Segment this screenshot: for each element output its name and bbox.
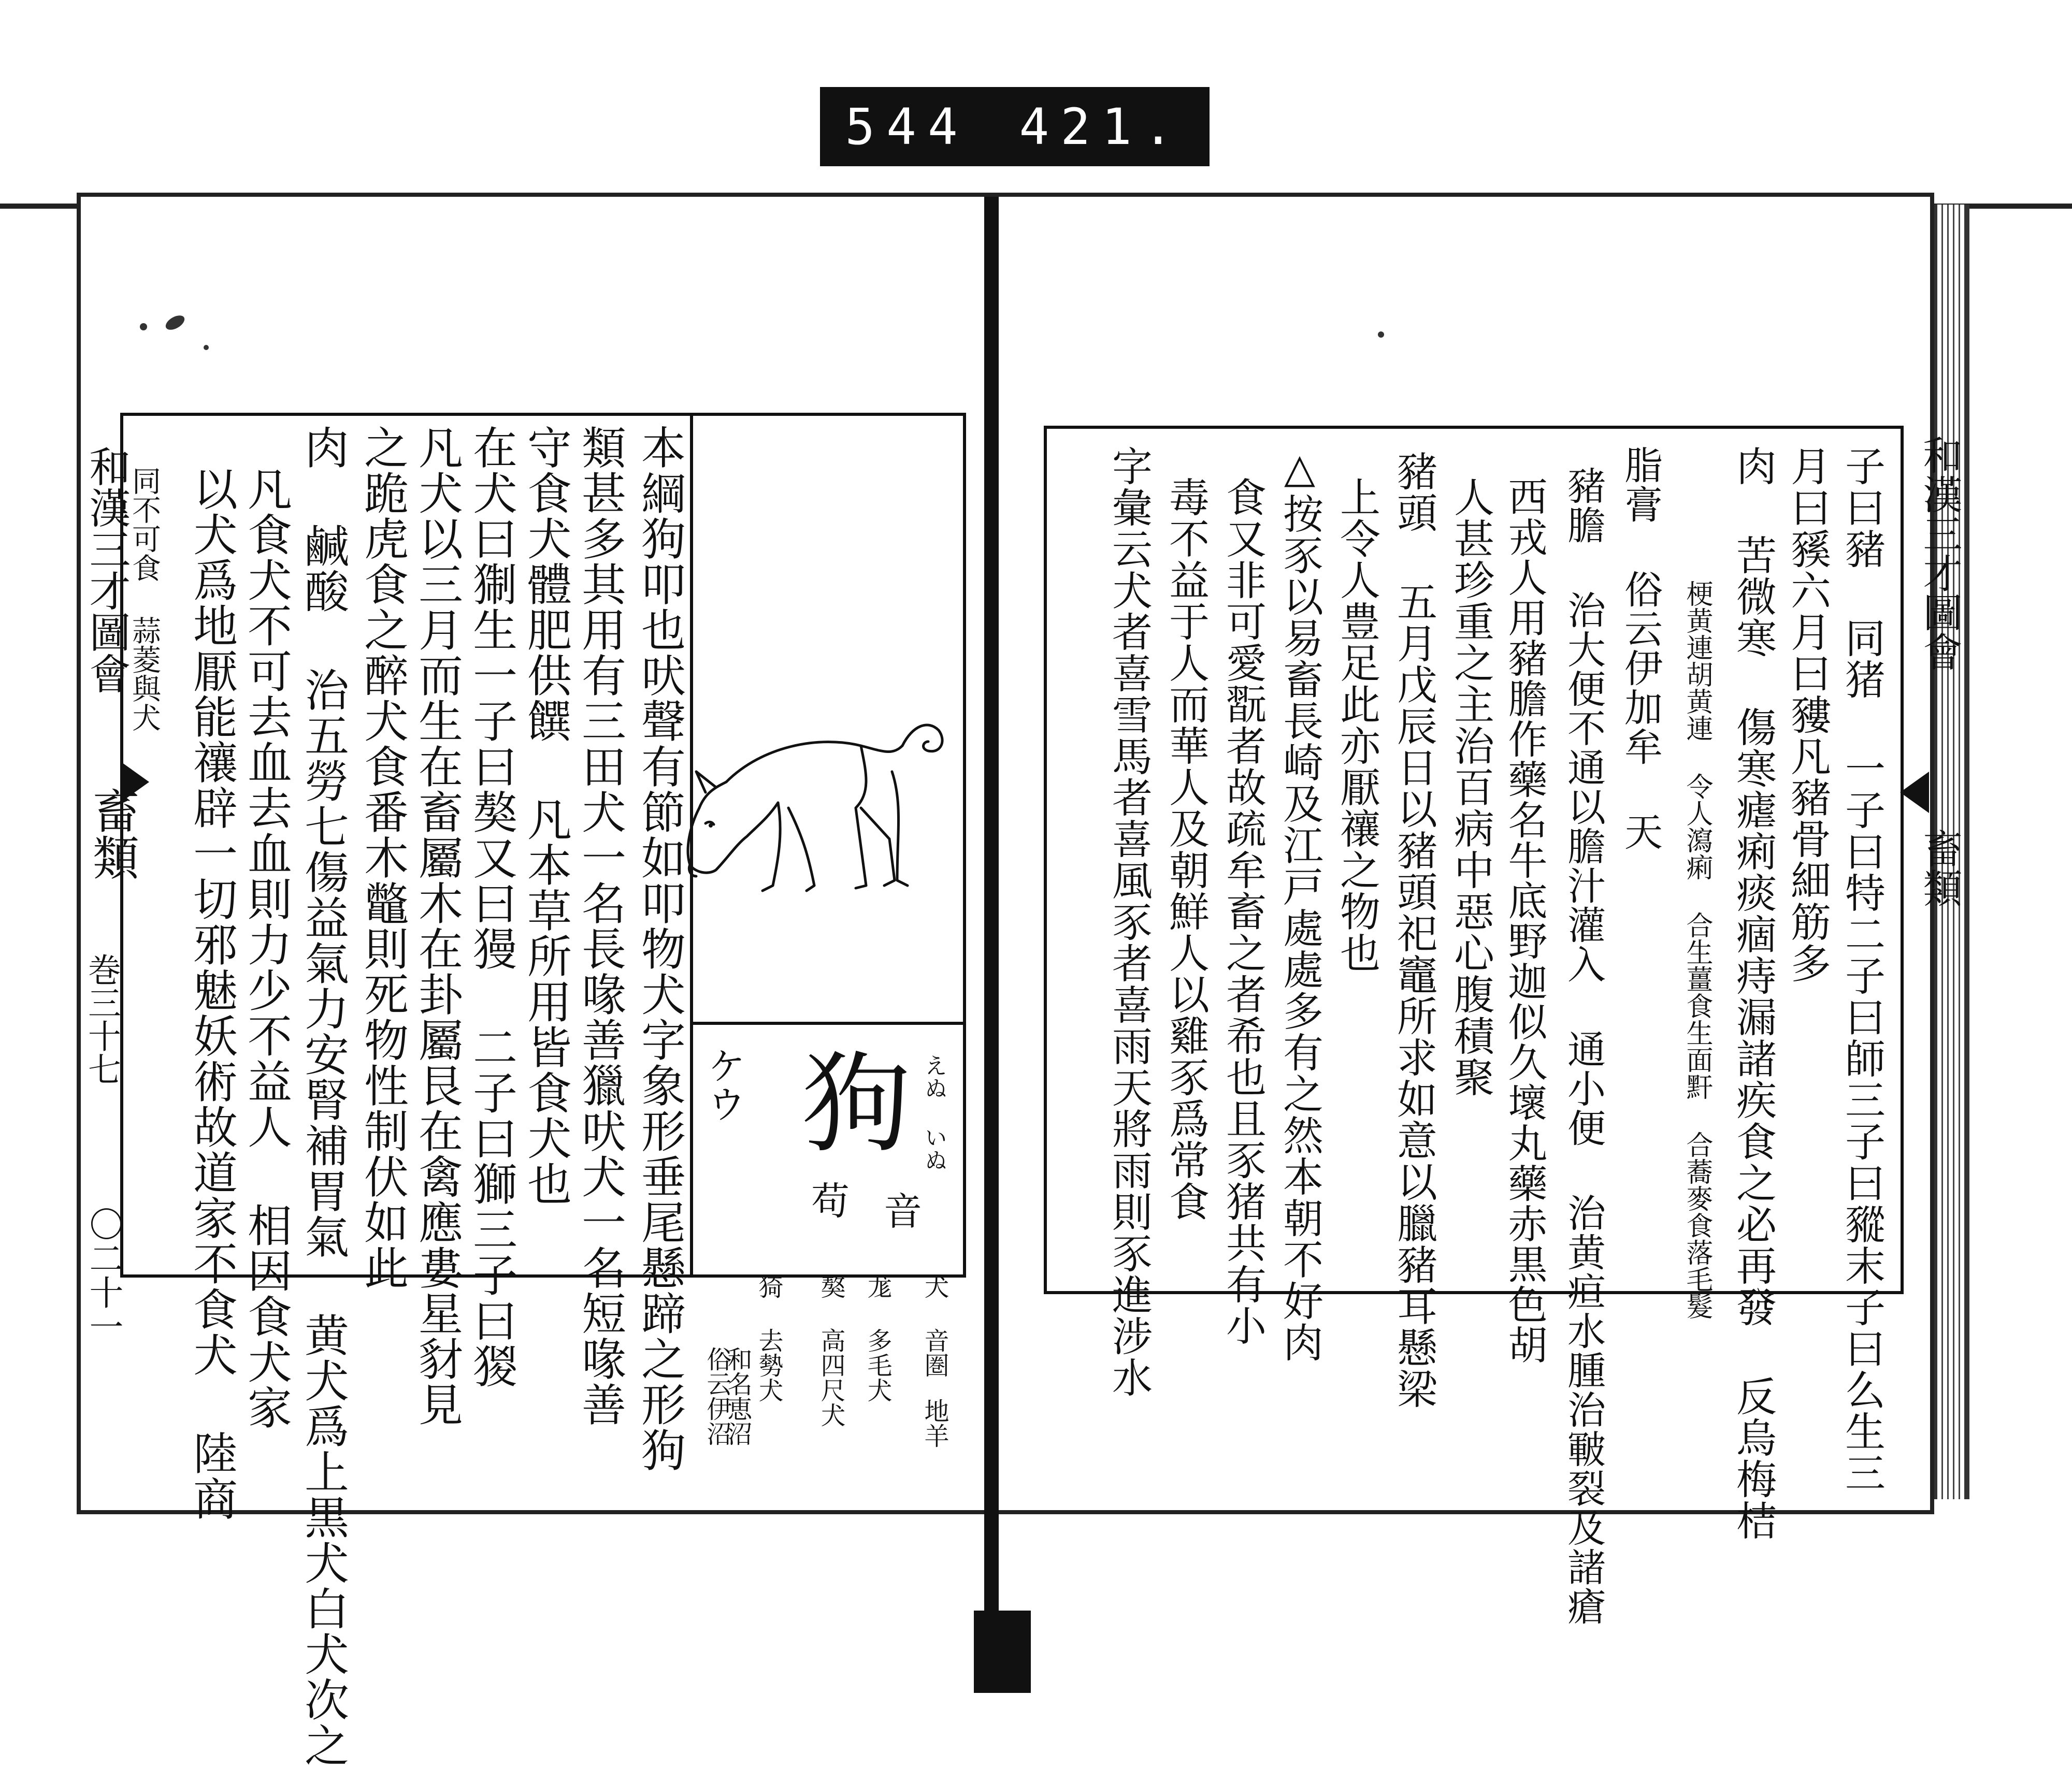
kana-reading: ケウ [701,1046,746,1123]
text-column: 食又非可愛翫者故疏牟畜之者希也且豕猪共有小 [1219,476,1266,1346]
dog-eye [709,823,713,828]
synonym-item: 地羊 [920,1398,949,1448]
text-column: 在犬曰猘生一子曰獒又曰獌 二子曰獅三子曰猣 [465,425,517,1389]
text-column: 毒不益于人而華人及朝鮮人以雞豕爲常食 [1162,476,1209,1222]
synonym-item: 和名恵沼 [723,1346,752,1446]
catalog-number-left: 544 [845,97,969,156]
right-fish-tail-mark [1900,772,1929,813]
text-column: 子曰豬 同猪 一子曰特二子曰師三子曰豵末子曰么生三 [1838,445,1885,1494]
text-column: 類甚多其用有三田犬一名長喙善獵吠犬一名短喙善 [574,425,626,1427]
text-column: 以犬爲地厭能禳辟一切邪魅妖術故道家不食犬 陸商 [185,466,237,1521]
text-column: 凡食犬不可去血去血則力少不益人 相因食犬家 [240,466,292,1430]
text-column: 上令人豊足此亦厭禳之物也 [1333,476,1380,974]
text-column: 本綱狗叩也吠聲有節如叩物犬字象形垂尾懸蹄之形狗 [634,425,685,1473]
text-column: 西戎人用豬膽作藥名牛底野迦似久壞丸藥赤黒色胡 [1502,476,1548,1365]
text-column: 之跪虎食之醉犬食番木鼈則死物性制伏如此 [356,425,408,1291]
left-leaf-number: 〇二十一 [83,1207,123,1343]
text-column: △按豕以易畜長崎及江戸處處多有之然本朝不好肉 [1276,445,1323,1363]
text-column: 人甚珍重之主治百病中惡心腹積聚 [1447,476,1494,1098]
catalog-label [820,87,1210,166]
right-marginal-section: 畜類 [1917,829,1963,907]
left-marginal-volume: 巻三十七 [82,953,121,1085]
headword: 狗 [784,1046,911,1155]
text-column: 豬膽 治大便不通以膽汁灌入 通小便 治黄疸水腫治皸裂及諸瘡 [1561,466,1606,1626]
text-column: 肉 苦微寒 傷寒瘧痢痰痼痔漏諸疾食之必再發 反烏梅桔 [1730,445,1776,1541]
text-column: 豬頭 五月戊辰日以豬頭祀竈所求如意以臘豬耳懸梁 [1390,451,1437,1410]
text-column: 守食犬體肥供饌 凡本草所用皆食犬也 [520,425,571,1207]
center-gutter [984,197,999,1693]
ink-speck [1378,331,1384,338]
pronunciation-header: 音 [877,1191,922,1229]
synonym-item: 猗 去勢犬 [754,1274,783,1402]
left-marginal-section: 畜類 [84,787,139,880]
text-column: 凡犬以三月而生在畜屬木在卦屬艮在禽應婁星豺見 [411,425,463,1427]
illustration-divider [690,1022,966,1025]
text-column: 月曰豯六月曰䝏凡豬骨細筋多 [1784,445,1831,984]
synonym-item: 尨 多毛犬 [863,1274,892,1402]
text-column: 同不可食 蒜菱與犬 [127,466,161,732]
text-column: 字彙云犬者喜雪馬者喜風豕者喜雨天將雨則豕進涉水 [1105,445,1152,1398]
headword-ruby: えぬ いぬ [920,1054,947,1171]
ink-speck [140,323,147,330]
synonym-item: 犬 音圏 [920,1274,949,1378]
gutter-clamp [974,1611,1031,1693]
text-column: 肉 鹹酸 治五勞七傷益氣力安腎補胃氣 黄犬爲上黒犬白犬次之 [297,425,349,1768]
text-column: 梗黄連胡黄連 令人瀉痢 合生薑食生面䵟 合蕎麥食落毛髮 [1681,580,1713,1320]
right-marginal-title: 和漢三才圖會 [1917,435,1963,671]
catalog-number-right: 421. [1019,97,1185,156]
synonym-item: 俗云伊沼 [702,1346,731,1446]
pronunciation-char: 苟 [805,1181,850,1219]
ink-speck [204,345,209,350]
synonym-item: 獒 高四尺犬 [816,1274,845,1427]
left-marginal-title: 和漢三才圖會 [82,445,131,694]
text-column: 脂膏 俗云伊加牟 天 [1618,445,1663,851]
dog-illustration [685,715,975,958]
